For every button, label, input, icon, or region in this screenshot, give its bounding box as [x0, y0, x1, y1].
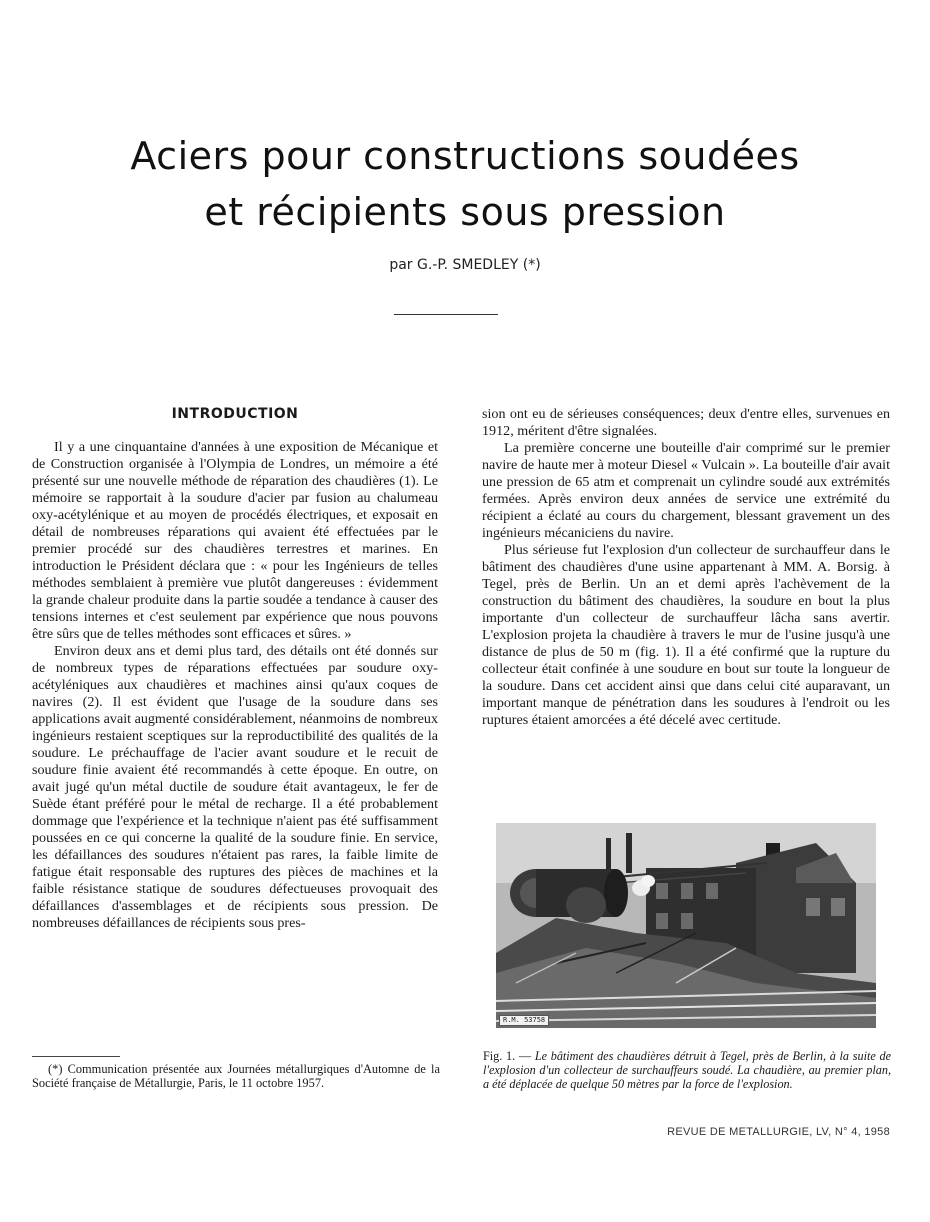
paragraph: La première concerne une bouteille d'air comprimé sur le premier navire de haute mer à moteur Diesel « Vulcain ». La bouteille d'air avait une pression de 65 atm et comprenait un cylindre soudé aux extrémités fermées. Après environ deux années de service une extrémité du récipient a éclaté au cours du chargement, blessant gravement un des ingénieurs mécaniciens du navire. — [482, 440, 890, 541]
title-divider — [394, 314, 498, 315]
journal-footer: REVUE DE METALLURGIE, LV, N° 4, 1958 — [667, 1126, 890, 1138]
figure-caption-label: Fig. 1. — — [483, 1049, 532, 1063]
paragraph: Environ deux ans et demi plus tard, des détails ont été donnés sur de nombreux types de réparations effectuées par soudure oxy-acétyléniques aux chaudières et machines ainsi qu'aux coques de navires (2). Il est évident que l'usage de la soudure dans ses applications avait augmenté considérablement, néanmoins de nombreux ingénieurs restaient sceptiques sur la reproductibilité des qualités de la soudure. Le préchauffage de l'acier avant soudure et le recuit de soudure finie avaient été recommandés à cette époque. En outre, on avait jugé qu'un métal ductile de soudure était avantageux, le fer de Suède étant préféré pour le métal de recharge. Il a été probablement dommage que l'expérience et la technique n'aient pas été suffisamment poussées en ce qui concerne la qualité de la soudure finie. En service, les défaillances des soudures n'étaient pas rares, la faible limite de fatigue était responsable des ruptures des pièces de machines et la faible résistance statique de soudures défectueuses provoquait des défaillances d'assemblages et de récipients sous pression. De nombreuses défaillances de récipients sous pres- — [32, 643, 438, 931]
photo-illustration — [496, 823, 876, 1028]
paragraph: sion ont eu de sérieuses conséquences; deux d'entre elles, survenues en 1912, méritent d'être signalées. — [482, 406, 890, 439]
article-title-line-1: Aciers pour constructions soudées — [130, 134, 800, 178]
footnote: (*) Communication présentée aux Journées métallurgiques d'Automne de la Société française de Métallurgie, Paris, le 11 octobre 1957. — [32, 1062, 440, 1090]
article-title — [0, 128, 930, 240]
figure-caption — [483, 1049, 891, 1091]
left-column — [32, 406, 438, 932]
article-title-line-2: et récipients sous pression — [204, 190, 726, 234]
photo-reference-stamp: R.M. 53758 — [499, 1015, 549, 1026]
paragraph: Il y a une cinquantaine d'années à une exposition de Mécanique et de Construction organisée à l'Olympia de Londres, un mémoire a été présenté sur une nouvelle méthode de réparation des chaudières (1). Le mémoire se rapportait à la soudure d'acier par fusion au chalumeau oxy-acétylénique et au moyen de procédés électriques, et exposait en détail de nombreuses réparations qui avaient été effectuées par le premier procédé sur des chaudières terrestres et marines. En introduction le Président déclara que : « pour les Ingénieurs de telles méthodes semblaient à première vue plutôt dangereuses : évidemment la grande chaleur produite dans la partie soudée a tendance à causer des tensions internes et c'est seulement par expérience que nous pouvons être sûrs que de telles méthodes sont efficaces et sûres. » — [32, 439, 438, 642]
footnote-divider — [32, 1056, 120, 1057]
section-heading-introduction: INTRODUCTION — [171, 406, 299, 422]
paragraph: Plus sérieuse fut l'explosion d'un collecteur de surchauffeur dans le bâtiment des chaudières d'une usine appartenant à MM. A. Borsig. à Tegel, près de Berlin. Un an et demi après l'achèvement de la construction du bâtiment des chaudières, la soudure en bout la plus importante d'un collecteur de surchauffeur lâcha sans avertir. L'explosion projeta la chaudière à travers le mur de l'usine jusqu'à une distance de plus de 50 m (fig. 1). Il a été confirmé que la rupture du collecteur était confinée à une soudure en bout sur toute la longueur de la soudure. Dans cet accident ainsi que dans celui cité auparavant, un important manque de pénétration dans les soudures à l'endroit ou les ruptures étaient amorcées a été décelé avec certitude. — [482, 542, 890, 728]
author-byline: par G.-P. SMEDLEY (*) — [389, 257, 541, 273]
figure-photo-boiler-house — [496, 823, 876, 1028]
right-column — [482, 406, 890, 729]
figure-caption-text: Le bâtiment des chaudières détruit à Tegel, près de Berlin, à la suite de l'explosion d'un collecteur de surchauffeurs soudé. La chaudière, au premier plan, a été déplacée de quelque 50 mètres par la force de l'explosion. — [483, 1049, 891, 1091]
